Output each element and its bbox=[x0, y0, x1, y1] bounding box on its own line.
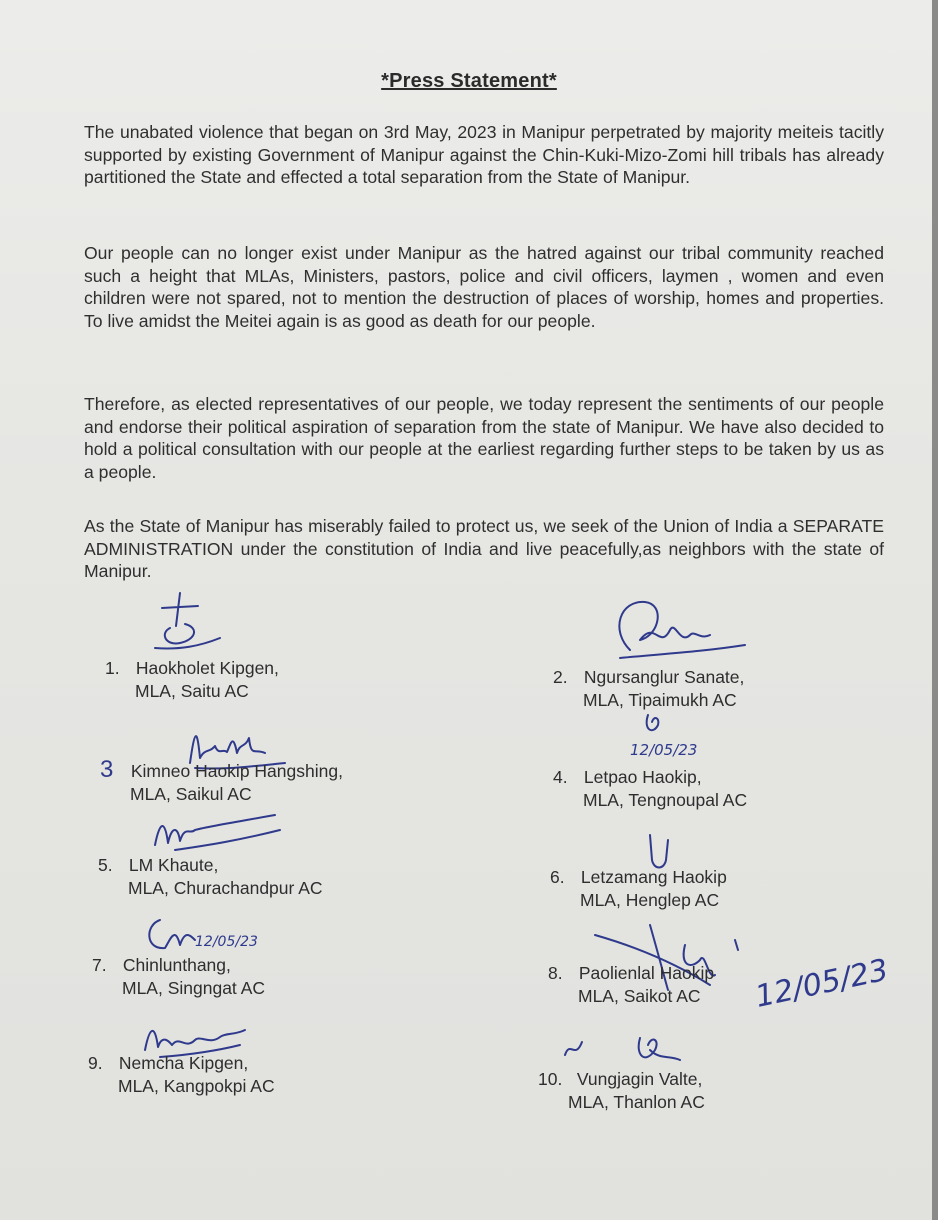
signatory-constituency: MLA, Singngat AC bbox=[122, 978, 265, 998]
signatory-4 bbox=[553, 766, 747, 812]
signatory-8 bbox=[548, 962, 714, 1008]
signatory-10 bbox=[538, 1068, 705, 1114]
signatory-constituency: MLA, Churachandpur AC bbox=[128, 878, 323, 898]
signatory-constituency: MLA, Henglep AC bbox=[580, 890, 720, 910]
signatory-name: Haokholet Kipgen, bbox=[135, 658, 279, 678]
signatory-number: 1. bbox=[105, 658, 120, 678]
signatory-1 bbox=[105, 657, 279, 703]
signatory-name: Chinlunthang, bbox=[122, 955, 231, 975]
signatory-name: Letzamang Haokip bbox=[580, 867, 727, 887]
paragraph-1: The unabated violence that began on 3rd May, 2023 in Manipur perpetrated by majority meiteis tacitly supported by existing Government of Manipur against the Chin-Kuki-Mizo-Zomi hill tribals has already partitioned the State and effected a total separation from the State of Manipur. bbox=[84, 122, 884, 187]
signatory-name: Letpao Haokip, bbox=[583, 767, 702, 787]
signatory-constituency: MLA, Tipaimukh AC bbox=[583, 690, 737, 710]
signatory-constituency: MLA, Saikul AC bbox=[130, 784, 252, 804]
signatory-name: Nemcha Kipgen, bbox=[118, 1053, 249, 1073]
paragraph-2: Our people can no longer exist under Manipur as the hatred against our tribal community reached such a height that MLAs, Ministers, pastors, police and civil officers, laymen , women and even children were not spared, not to mention the destruction of places of worship, homes and properties. To live amidst the Meitei again is as good as death for our people. bbox=[84, 243, 884, 331]
signatory-5 bbox=[98, 854, 323, 900]
signatory-number: 6. bbox=[550, 867, 565, 887]
signatory-7 bbox=[92, 954, 265, 1000]
document-title: *Press Statement* bbox=[381, 70, 557, 92]
signatory-name: Kimneo Haokip Hangshing, bbox=[130, 761, 343, 781]
signature-2 bbox=[600, 590, 750, 670]
signature-4-date: 12/05/23 bbox=[630, 741, 698, 759]
signatory-number: 5. bbox=[98, 855, 113, 875]
signatory-number: 4. bbox=[553, 767, 568, 787]
paragraph-4: As the State of Manipur has miserably failed to protect us, we seek of the Union of India a SEPARATE ADMINISTRATION under the constitution of India and live peacefully,as neighbors with the state of Manipur. bbox=[84, 516, 884, 581]
signature-7 bbox=[140, 910, 280, 960]
signatory-constituency: MLA, Thanlon AC bbox=[568, 1092, 705, 1112]
signatory-constituency: MLA, Saikot AC bbox=[578, 986, 701, 1006]
signatory-3 bbox=[100, 758, 343, 806]
signatory-number: 9. bbox=[88, 1053, 103, 1073]
signatory-number: 2. bbox=[553, 667, 568, 687]
signatory-constituency: MLA, Saitu AC bbox=[135, 681, 249, 701]
signatory-number: 10. bbox=[538, 1069, 563, 1089]
signature-7-date: 12/05/23 bbox=[195, 934, 258, 950]
signatory-number: 3 bbox=[100, 756, 114, 783]
signatory-2 bbox=[553, 666, 744, 712]
signature-1 bbox=[140, 588, 230, 658]
signatory-9 bbox=[88, 1052, 275, 1098]
signatory-name: Paolienlal Haokip bbox=[578, 963, 715, 983]
signatory-name: Ngursanglur Sanate, bbox=[583, 667, 745, 687]
signatory-6 bbox=[550, 866, 727, 912]
signature-8-date: 12/05/23 bbox=[752, 952, 892, 1015]
paragraph-3: Therefore, as elected representatives of our people, we today represent the sentiments of our people and endorse their political aspiration of separation from the state of Manipur. We have also decided to hold a political consultation with our people at the earliest regarding further steps to be taken by us as a people. bbox=[84, 394, 884, 482]
signatory-name: Vungjagin Valte, bbox=[576, 1069, 703, 1089]
page-edge bbox=[932, 0, 938, 1220]
signatory-number: 7. bbox=[92, 955, 107, 975]
signatory-name: LM Khaute, bbox=[128, 855, 219, 875]
signatory-number: 8. bbox=[548, 963, 563, 983]
signatory-constituency: MLA, Kangpokpi AC bbox=[118, 1076, 275, 1096]
signature-4 bbox=[618, 710, 728, 770]
signatory-constituency: MLA, Tengnoupal AC bbox=[583, 790, 748, 810]
